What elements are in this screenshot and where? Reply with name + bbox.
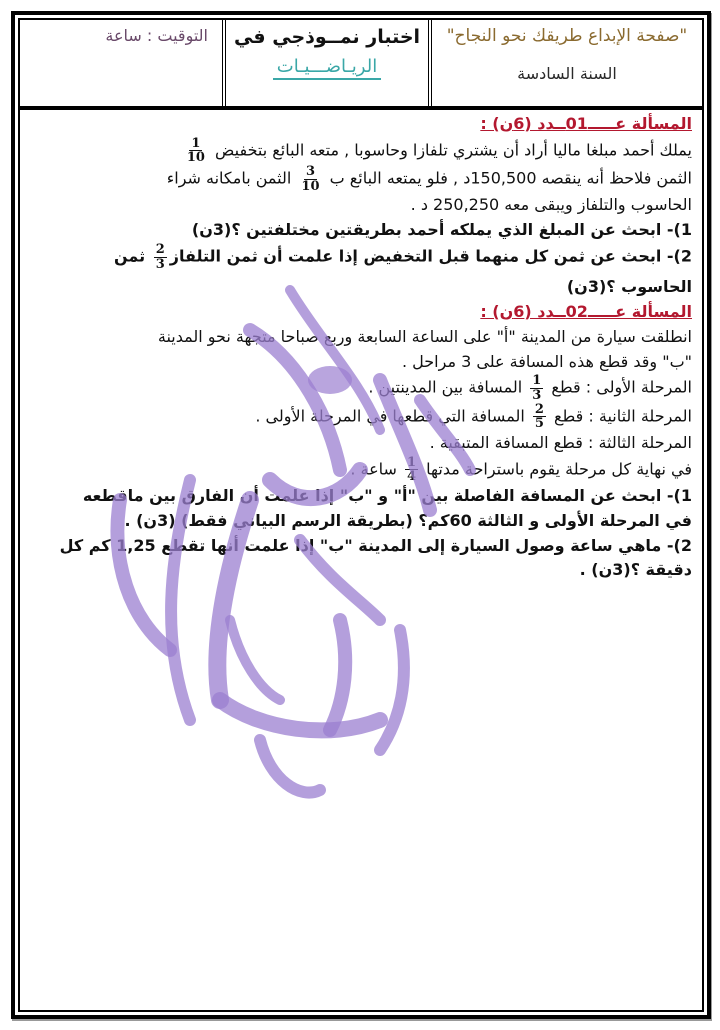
text: الثمن بامكانه شراء	[166, 168, 292, 188]
denominator: 4	[407, 469, 417, 485]
problem-1-line-1	[28, 137, 692, 165]
header-timing-cell	[20, 20, 222, 106]
text: يملك أحمد مبلغا ماليا أراد أن يشتري تلفازا وحاسوبا , متعه البائع بتخفيض	[215, 140, 692, 160]
problem-1-question-1: 1)- ابحث عن المبلغ الذي يملكه أحمد بطريقتين مختلفتين ؟(3ن)	[191, 220, 692, 240]
problem-1	[28, 112, 692, 300]
problem-2-question-1: 1)- ابحث عن المسافة الفاصلة بين "أ" و "ب" إذا علمت أن الفارق بين ماقطعه	[82, 486, 692, 506]
problem-2-title: المسألة عـــــ02ــدد (6ن) :	[480, 302, 692, 322]
numerator: 1	[191, 135, 201, 151]
page-frame-inner	[18, 18, 704, 1012]
fraction-1-4	[405, 456, 418, 484]
text: المرحلة الثانية : قطع	[554, 406, 692, 426]
page-frame	[11, 11, 711, 1019]
rest-period	[28, 456, 692, 484]
text: المسافة التي قطعها في المرحلة الأولى .	[255, 406, 525, 426]
numerator: 1	[532, 373, 542, 389]
problem-1-line-3: الحاسوب والتلفاز ويبقى معه 250,250 د .	[410, 195, 692, 215]
slogan: "صفحة الإبداع طريقك نحو النجاح"	[446, 26, 688, 46]
stage-3: المرحلة الثالثة : قطع المسافة المتبقية .	[429, 432, 692, 452]
problem-2-question-2: 2)- ماهي ساعة وصول السيارة إلى المدينة "ب" إذا علمت أنها تقطع 1,25 كم كل	[59, 535, 692, 555]
numerator: 3	[305, 164, 315, 180]
fraction-3-10	[299, 165, 321, 193]
problem-1-question-2	[28, 243, 692, 271]
denominator: 10	[186, 150, 205, 166]
problem-1-title: المسألة عـــــ01ــدد (6ن) :	[480, 114, 692, 133]
problem-2	[28, 300, 692, 583]
problem-2-line-2: "ب" وقد قطع هذه المسافة على 3 مراحل .	[402, 351, 692, 371]
text: 2)- ابحث عن ثمن كل منهما قبل التخفيض إذا علمت أن ثمن التلفاز	[169, 246, 692, 266]
subject-title: الريـاضـــيـات	[273, 56, 381, 80]
fraction-2-3	[154, 243, 167, 271]
exam-header	[20, 20, 702, 110]
stage-2	[28, 403, 692, 431]
problem-2-line-1: انطلقت سيارة من المدينة "أ" على الساعة السابعة وربع صباحا متجهة نحو المدينة	[157, 326, 692, 346]
exam-title: اختبار نمــوذجي في	[233, 26, 421, 48]
text: في نهاية كل مرحلة يقوم باستراحة مدتها	[426, 459, 692, 479]
problem-2-question-2-cont: دقيقة ؟(3ن) .	[579, 560, 692, 580]
header-slogan-cell	[428, 20, 702, 106]
fraction-1-3	[530, 374, 543, 402]
denominator: 10	[301, 178, 320, 194]
grade-level: السنة السادسة	[517, 64, 617, 83]
numerator: 1	[407, 454, 417, 470]
problem-1-line-2	[28, 165, 692, 193]
numerator: 2	[155, 241, 165, 257]
denominator: 3	[155, 256, 165, 272]
stage-1	[28, 374, 692, 402]
text: ساعة .	[350, 459, 397, 479]
text: المرحلة الأولى : قطع	[551, 378, 692, 398]
fraction-1-10	[185, 137, 207, 165]
denominator: 5	[534, 416, 544, 432]
exam-content	[28, 112, 692, 583]
text: المسافة بين المدينتين .	[368, 378, 523, 398]
header-title-cell	[222, 20, 428, 106]
numerator: 2	[534, 401, 544, 417]
text: ثمن	[113, 246, 146, 266]
denominator: 3	[532, 388, 542, 404]
text: الثمن فلاحظ أنه ينقصه 150,500د , فلو يمتعه البائع ب	[329, 168, 692, 188]
exam-timing: التوقيت : ساعة	[105, 26, 208, 45]
problem-1-question-2-cont: الحاسوب ؟(3ن)	[566, 277, 692, 297]
problem-2-question-1-cont: في المرحلة الأولى و الثالثة 60كم؟ (بطريقة الرسم البياني فقط) (3ن) .	[124, 510, 692, 530]
fraction-2-5	[533, 403, 546, 431]
